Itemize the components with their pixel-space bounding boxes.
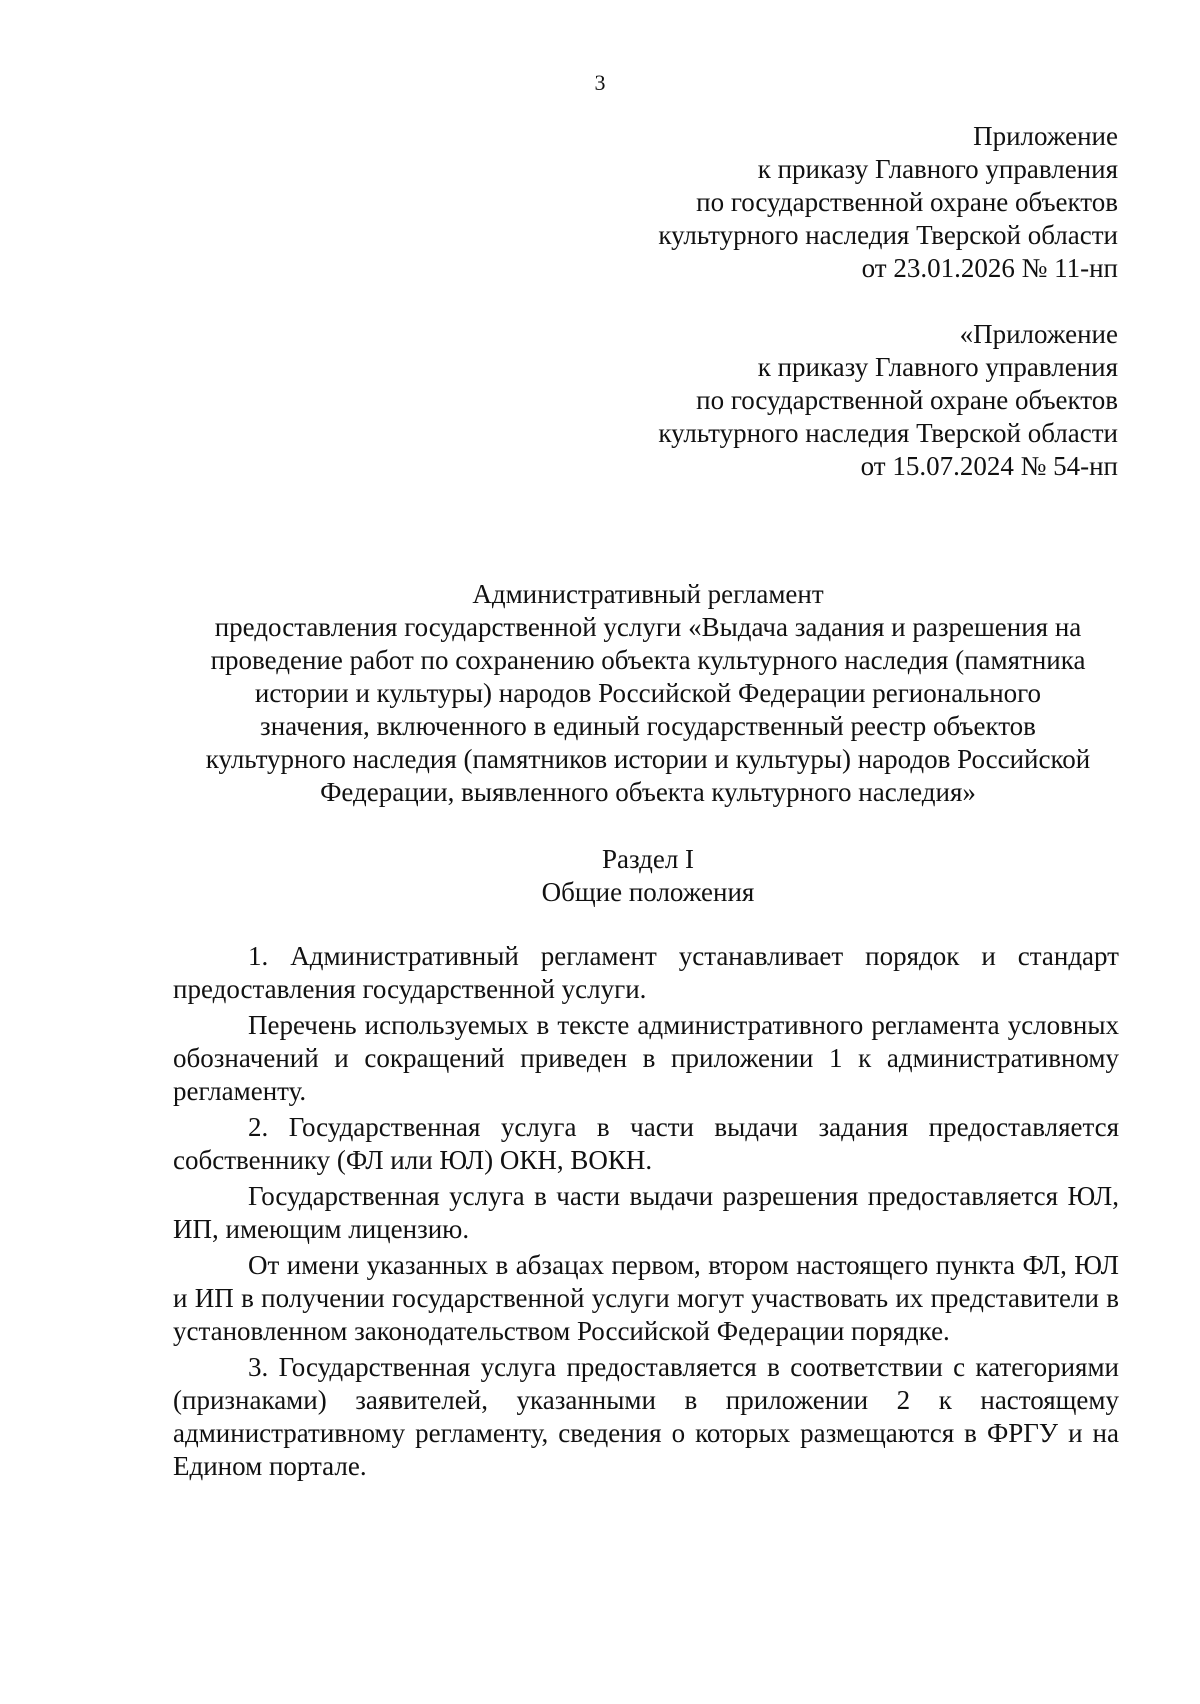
paragraph: Перечень используемых в тексте административного регламента условных обозначений и сокращений приведен в приложении 1 к административному регламенту. — [173, 1010, 1119, 1106]
document-title — [150, 578, 1146, 809]
paragraph: 3. Государственная услуга предоставляется в соответствии с категориями (признаками) заявителей, указанными в приложении 2 к настоящему административному регламенту, сведения о которых размещаются в ФРГУ и на Едином портале. — [173, 1352, 1119, 1481]
title-line: истории и культуры) народов Российской Федерации регионального — [254, 678, 1042, 708]
title-line: предоставления государственной услуги «Выдача задания и разрешения на — [214, 612, 1082, 642]
section-name: Общие положения — [541, 877, 755, 907]
appendix-current-line: Приложение — [973, 121, 1118, 151]
title-line: культурного наследия (памятников истории и культуры) народов Российской — [205, 744, 1091, 774]
paragraph: 1. Административный регламент устанавливает порядок и стандарт предоставления государственной услуги. — [173, 941, 1119, 1004]
appendix-previous-line: культурного наследия Тверской области — [658, 418, 1118, 448]
appendix-previous-line: от 15.07.2024 № 54-нп — [860, 451, 1118, 481]
title-line: Федерации, выявленного объекта культурного наследия» — [320, 777, 976, 807]
section-number: Раздел I — [601, 844, 695, 874]
section-heading — [150, 843, 1146, 909]
title-line: Административный регламент — [472, 579, 824, 609]
paragraph: От имени указанных в абзацах первом, втором настоящего пункта ФЛ, ЮЛ и ИП в получении государственной услуги могут участвовать их представители в установленном законодательством Российской Федерации порядке. — [173, 1250, 1119, 1346]
title-line: проведение работ по сохранению объекта культурного наследия (памятника — [210, 645, 1086, 675]
appendix-previous-line: по государственной охране объектов — [696, 385, 1118, 415]
appendix-previous-block — [658, 318, 1118, 483]
appendix-current-line: культурного наследия Тверской области — [658, 220, 1118, 250]
paragraph: Государственная услуга в части выдачи разрешения предоставляется ЮЛ, ИП, имеющим лицензию. — [173, 1181, 1119, 1244]
title-line: значения, включенного в единый государственный реестр объектов — [260, 711, 1036, 741]
appendix-current-block — [658, 120, 1118, 285]
paragraph: 2. Государственная услуга в части выдачи задания предоставляется собственнику (ФЛ или ЮЛ) ОКН, ВОКН. — [173, 1112, 1119, 1175]
body-text — [173, 940, 1119, 1483]
appendix-current-line: по государственной охране объектов — [696, 187, 1118, 217]
appendix-current-line: к приказу Главного управления — [757, 154, 1118, 184]
appendix-previous-line: «Приложение — [959, 319, 1118, 349]
appendix-current-line: от 23.01.2026 № 11-нп — [861, 253, 1118, 283]
page-number: 3 — [594, 70, 606, 95]
appendix-previous-line: к приказу Главного управления — [757, 352, 1118, 382]
